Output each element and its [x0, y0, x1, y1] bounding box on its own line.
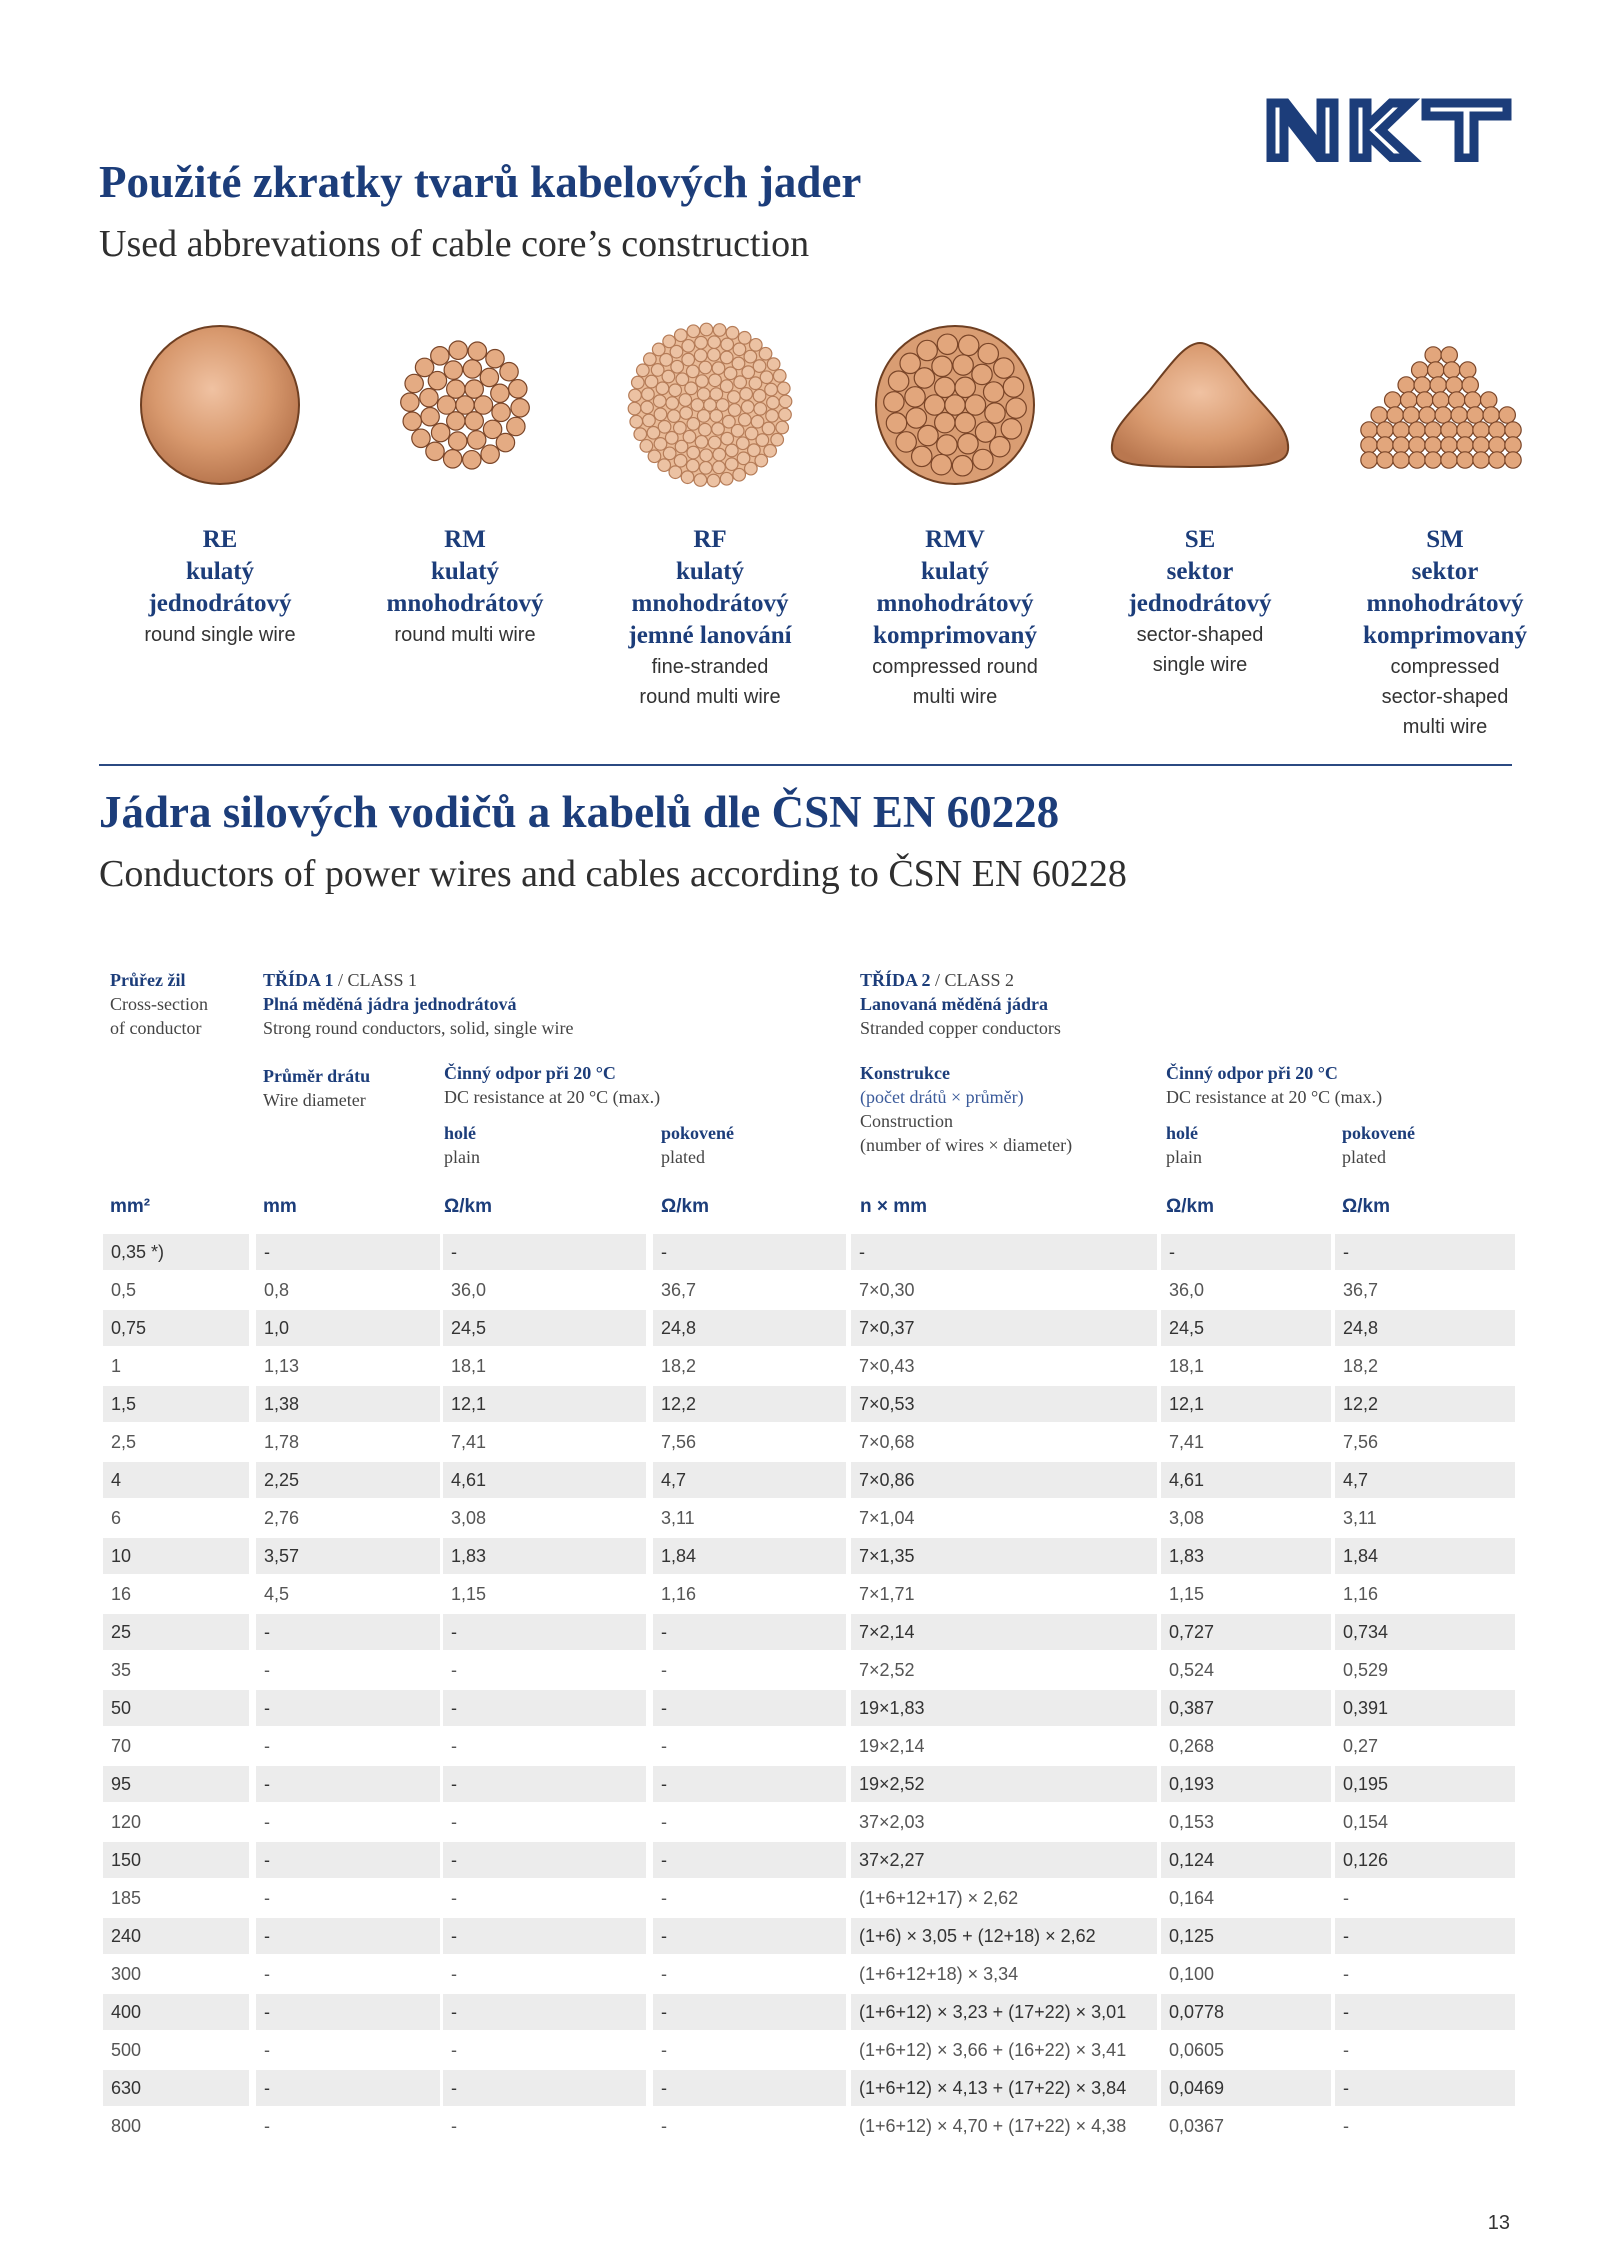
resistance-plain-c2-cell: 0,727	[1161, 1614, 1331, 1650]
resistance-plated-c1-cell: 4,7	[653, 1462, 846, 1498]
header-cz: Činný odpor při 20 °C	[1166, 1063, 1338, 1083]
construction-cell: 7×0,53	[851, 1386, 1157, 1422]
header-en: Construction	[860, 1111, 953, 1131]
resistance-plated-c2-cell: -	[1335, 1994, 1515, 2030]
header-class2	[860, 968, 1061, 1040]
core-code: SE	[1184, 526, 1216, 553]
resistance-plain-c2-cell: 24,5	[1161, 1310, 1331, 1346]
core-desc-en: compressed	[1390, 656, 1500, 678]
core-desc-en: round multi wire	[639, 686, 781, 708]
resistance-plated-c2-cell: 3,11	[1343, 1508, 1377, 1528]
resistance-plain-c1-cell: 4,61	[443, 1462, 646, 1498]
cross-section-cell: 0,75	[103, 1310, 249, 1346]
header-cz: Konstrukce	[860, 1063, 950, 1083]
construction-cell: 7×0,68	[859, 1432, 915, 1452]
resistance-plain-c1-cell: -	[443, 1234, 646, 1270]
wire-diameter-cell: -	[264, 1736, 270, 1756]
core-desc-en: sector-shaped	[1136, 624, 1264, 646]
core-desc-en: round multi wire	[394, 624, 536, 646]
wire-diameter-cell: -	[264, 2116, 270, 2136]
cross-section-cell: 16	[111, 1584, 132, 1604]
resistance-plated-c2-cell: 0,126	[1335, 1842, 1515, 1878]
construction-cell: -	[851, 1234, 1157, 1270]
wire-diameter-cell: -	[264, 1812, 270, 1832]
resistance-plated-c1-cell: -	[661, 2040, 667, 2060]
construction-cell: 7×0,30	[859, 1280, 915, 1300]
sector-solid-conductor-icon	[1105, 335, 1295, 475]
resistance-plated-c2-cell: 0,154	[1343, 1812, 1389, 1832]
header-en-sub: (number of wires × diameter)	[860, 1135, 1073, 1155]
header-en: plated	[661, 1147, 705, 1167]
wire-diameter-cell: 1,0	[256, 1310, 440, 1346]
resistance-plain-c2-cell: 0,387	[1161, 1690, 1331, 1726]
section-title-en: Used abbrevations of cable core’s construction	[99, 223, 810, 265]
resistance-plated-c2-cell: -	[1335, 1918, 1515, 1954]
resistance-plated-c1-cell: -	[661, 2116, 667, 2136]
class2-subtitle: Stranded copper conductors	[860, 1018, 1061, 1038]
core-types	[90, 320, 1530, 740]
header-resistance-class2	[1166, 1061, 1382, 1109]
construction-cell: 37×2,03	[859, 1812, 925, 1832]
resistance-plain-c2-cell: 0,0605	[1169, 2040, 1225, 2060]
resistance-plain-c2-cell: 7,41	[1169, 1432, 1205, 1452]
core-wire-cz: mnohodrátový	[1366, 590, 1524, 617]
unit-mm2: mm²	[110, 1196, 151, 1217]
construction-cell: 7×0,43	[859, 1356, 915, 1376]
table-row	[103, 1766, 1513, 1804]
table-row	[103, 2108, 1513, 2146]
construction-cell: 19×2,14	[859, 1736, 925, 1756]
resistance-plain-c1-cell: -	[443, 1994, 646, 2030]
resistance-plain-c2-cell: 4,61	[1161, 1462, 1331, 1498]
table-row	[103, 1272, 1513, 1310]
cross-section-cell: 400	[103, 1994, 249, 2030]
wire-diameter-cell: -	[256, 2070, 440, 2106]
class1-title: Plná měděná jádra jednodrátová	[263, 994, 517, 1014]
table-row	[103, 1652, 1513, 1690]
core-rf	[580, 320, 840, 712]
resistance-plated-c1-cell: -	[653, 1918, 846, 1954]
wire-diameter-cell: 1,13	[264, 1356, 300, 1376]
resistance-plain-c1-cell: -	[443, 1766, 646, 1802]
resistance-plated-c2-cell: 0,734	[1335, 1614, 1515, 1650]
resistance-plain-c1-cell: 7,41	[451, 1432, 487, 1452]
construction-cell: (1+6+12) × 3,66 + (16+22) × 3,41	[859, 2040, 1127, 2060]
resistance-plain-c2-cell: 18,1	[1169, 1356, 1205, 1376]
wire-diameter-cell: -	[264, 2040, 270, 2060]
unit-ohm-km: Ω/km	[444, 1196, 492, 1217]
core-shape-cz: kulatý	[430, 558, 500, 585]
resistance-plain-c2-cell: 0,164	[1169, 1888, 1215, 1908]
table-row	[103, 1956, 1513, 1994]
core-shape-cz: kulatý	[185, 558, 255, 585]
resistance-plated-c1-cell: -	[653, 2070, 846, 2106]
section2-title-en: Conductors of power wires and cables according to ČSN EN 60228	[99, 853, 1127, 895]
fine-stranded-conductor-icon	[625, 320, 795, 490]
construction-cell: (1+6+12) × 4,70 + (17+22) × 4,38	[859, 2116, 1127, 2136]
table-row	[103, 1310, 1513, 1348]
page-number: 13	[1487, 2212, 1510, 2234]
unit-construction: n × mm	[860, 1196, 928, 1217]
resistance-plain-c1-cell: -	[451, 2116, 457, 2136]
resistance-plated-c2-cell: -	[1343, 2116, 1349, 2136]
wire-diameter-cell: -	[256, 1690, 440, 1726]
table-row	[103, 1918, 1513, 1956]
resistance-plain-c1-cell: 1,83	[443, 1538, 646, 1574]
cross-section-cell: 70	[111, 1736, 132, 1756]
table-row	[103, 2032, 1513, 2070]
resistance-plain-c2-cell: 0,125	[1161, 1918, 1331, 1954]
resistance-plain-c1-cell: -	[451, 1660, 457, 1680]
wire-diameter-cell: 4,5	[264, 1584, 290, 1604]
resistance-plain-c1-cell: -	[443, 2070, 646, 2106]
resistance-plated-c1-cell: 24,8	[653, 1310, 846, 1346]
header-cross-section	[110, 968, 208, 1040]
resistance-plain-c1-cell: 3,08	[451, 1508, 487, 1528]
wire-diameter-cell: -	[256, 1234, 440, 1270]
table-row	[103, 1234, 1513, 1272]
core-compression-cz: komprimovaný	[1363, 622, 1527, 649]
wire-diameter-cell: -	[264, 1964, 270, 1984]
header-class1	[263, 968, 573, 1040]
header-cz: Průměr drátu	[263, 1066, 371, 1086]
construction-cell: 7×2,52	[859, 1660, 915, 1680]
core-re	[90, 320, 350, 650]
table-row	[103, 1842, 1513, 1880]
core-code: SM	[1426, 526, 1464, 553]
core-wire-cz: mnohodrátový	[386, 590, 544, 617]
header-en: DC resistance at 20 °C (max.)	[444, 1087, 661, 1107]
core-shape-cz: sektor	[1411, 558, 1479, 585]
header-en: DC resistance at 20 °C (max.)	[1166, 1087, 1383, 1107]
cross-section-cell: 6	[111, 1508, 122, 1528]
wire-diameter-cell: 1,78	[264, 1432, 300, 1452]
construction-cell: (1+6+12) × 4,13 + (17+22) × 3,84	[851, 2070, 1157, 2106]
class1-label: TŘÍDA 1	[263, 970, 334, 990]
header-cz: pokovené	[661, 1123, 735, 1143]
table-row	[103, 1348, 1513, 1386]
cross-section-cell: 800	[111, 2116, 142, 2136]
table-row	[103, 1500, 1513, 1538]
class2-label: TŘÍDA 2	[860, 970, 931, 990]
resistance-plated-c1-cell: -	[661, 1660, 667, 1680]
core-code: RE	[202, 526, 238, 553]
wire-diameter-cell: 0,8	[264, 1280, 290, 1300]
construction-cell: (1+6+12+17) × 2,62	[859, 1888, 1019, 1908]
header-en: plated	[1342, 1147, 1386, 1167]
cross-section-cell: 2,5	[111, 1432, 137, 1452]
header-en: Wire diameter	[263, 1090, 366, 1110]
resistance-plated-c2-cell: 12,2	[1335, 1386, 1515, 1422]
resistance-plain-c2-cell: 0,0778	[1161, 1994, 1331, 2030]
resistance-plated-c2-cell: 0,27	[1343, 1736, 1379, 1756]
construction-cell: (1+6+12+18) × 3,34	[859, 1964, 1019, 1984]
compressed-round-conductor-icon	[873, 323, 1037, 487]
resistance-plain-c1-cell: -	[451, 1888, 457, 1908]
core-desc-en: round single wire	[144, 624, 296, 646]
cross-section-cell: 500	[111, 2040, 142, 2060]
header-cz: holé	[1166, 1123, 1199, 1143]
resistance-plated-c2-cell: 18,2	[1343, 1356, 1379, 1376]
class1-label-en: / CLASS 1	[333, 970, 418, 990]
core-rmv	[825, 320, 1085, 712]
resistance-plain-c1-cell: 12,1	[443, 1386, 646, 1422]
resistance-plated-c2-cell: -	[1343, 2040, 1349, 2060]
wire-diameter-cell: -	[256, 1614, 440, 1650]
resistance-plain-c1-cell: 24,5	[443, 1310, 646, 1346]
core-code: RMV	[925, 526, 985, 553]
resistance-plated-c1-cell: -	[661, 1888, 667, 1908]
cross-section-cell: 150	[103, 1842, 249, 1878]
resistance-plain-c2-cell: 3,08	[1169, 1508, 1205, 1528]
table-row	[103, 1614, 1513, 1652]
resistance-plated-c2-cell: 0,195	[1335, 1766, 1515, 1802]
resistance-plated-c2-cell: 0,391	[1335, 1690, 1515, 1726]
conductor-table-body	[103, 1234, 1513, 2146]
wire-diameter-cell: 3,57	[256, 1538, 440, 1574]
cross-section-cell: 120	[111, 1812, 142, 1832]
cross-section-cell: 4	[103, 1462, 249, 1498]
header-wire-diameter	[263, 1064, 370, 1112]
wire-diameter-cell: -	[256, 1842, 440, 1878]
resistance-plated-c2-cell: -	[1335, 2070, 1515, 2106]
wire-diameter-cell: -	[264, 1660, 270, 1680]
resistance-plain-c2-cell: 1,15	[1169, 1584, 1205, 1604]
resistance-plated-c1-cell: -	[661, 1812, 667, 1832]
construction-cell: 7×1,04	[859, 1508, 915, 1528]
construction-cell: 7×0,86	[851, 1462, 1157, 1498]
table-row	[103, 1880, 1513, 1918]
resistance-plated-c1-cell: -	[653, 1614, 846, 1650]
core-shape-cz: kulatý	[675, 558, 745, 585]
header-cz: Činný odpor při 20 °C	[444, 1063, 616, 1083]
resistance-plated-c1-cell: -	[653, 1766, 846, 1802]
core-shape-cz: kulatý	[920, 558, 990, 585]
cross-section-cell: 1	[111, 1356, 122, 1376]
resistance-plated-c1-cell: 1,84	[653, 1538, 846, 1574]
core-code: RF	[693, 526, 727, 553]
cross-section-cell: 300	[111, 1964, 142, 1984]
wire-diameter-cell: -	[256, 1918, 440, 1954]
cross-section-cell: 0,5	[111, 1280, 137, 1300]
header-en: plain	[444, 1147, 480, 1167]
resistance-plated-c1-cell: 18,2	[661, 1356, 697, 1376]
header-plated-class1	[661, 1121, 734, 1169]
core-desc-en: multi wire	[912, 686, 998, 708]
core-rm	[335, 320, 595, 650]
table-row	[103, 1728, 1513, 1766]
cross-section-cell: 630	[103, 2070, 249, 2106]
resistance-plain-c1-cell: -	[443, 1690, 646, 1726]
resistance-plain-c1-cell: 36,0	[451, 1280, 487, 1300]
resistance-plated-c2-cell: 7,56	[1343, 1432, 1379, 1452]
resistance-plain-c2-cell: 0,124	[1161, 1842, 1331, 1878]
table-row	[103, 1994, 1513, 2032]
resistance-plated-c2-cell: 24,8	[1335, 1310, 1515, 1346]
resistance-plated-c2-cell: 1,84	[1335, 1538, 1515, 1574]
core-sm	[1315, 320, 1575, 742]
wire-diameter-cell: 2,25	[256, 1462, 440, 1498]
resistance-plain-c2-cell: 36,0	[1169, 1280, 1205, 1300]
cross-section-cell: 1,5	[103, 1386, 249, 1422]
core-compression-cz: komprimovaný	[873, 622, 1037, 649]
resistance-plated-c2-cell: 1,16	[1343, 1584, 1379, 1604]
header-cz-sub: (počet drátů × průměr)	[860, 1087, 1024, 1107]
class2-label-en: / CLASS 2	[930, 970, 1015, 990]
core-se	[1070, 320, 1330, 680]
table-row	[103, 1424, 1513, 1462]
core-shape-cz: sektor	[1166, 558, 1234, 585]
construction-cell: 7×1,71	[859, 1584, 915, 1604]
header-plain-class2	[1166, 1121, 1202, 1169]
core-desc-en: compressed round	[872, 656, 1038, 678]
construction-cell: 7×1,35	[851, 1538, 1157, 1574]
unit-ohm-km: Ω/km	[1166, 1196, 1214, 1217]
resistance-plain-c2-cell: 0,524	[1169, 1660, 1215, 1680]
resistance-plain-c1-cell: -	[451, 1964, 457, 1984]
cross-section-cell: 25	[103, 1614, 249, 1650]
cross-section-cell: 240	[103, 1918, 249, 1954]
wire-diameter-cell: 1,38	[256, 1386, 440, 1422]
header-plain-class1	[444, 1121, 480, 1169]
table-row	[103, 1386, 1513, 1424]
wire-diameter-cell: -	[264, 1888, 270, 1908]
table-row	[103, 1690, 1513, 1728]
resistance-plain-c2-cell: 12,1	[1161, 1386, 1331, 1422]
resistance-plated-c2-cell: -	[1335, 1234, 1515, 1270]
resistance-plated-c1-cell: -	[661, 1736, 667, 1756]
table-row	[103, 1576, 1513, 1614]
header-en: plain	[1166, 1147, 1202, 1167]
core-desc-en: sector-shaped	[1381, 686, 1509, 708]
construction-cell: 19×2,52	[851, 1766, 1157, 1802]
resistance-plain-c1-cell: -	[443, 1842, 646, 1878]
resistance-plain-c2-cell: 0,0367	[1169, 2116, 1225, 2136]
resistance-plain-c2-cell: 0,100	[1169, 1964, 1215, 1984]
cross-section-cell: 10	[103, 1538, 249, 1574]
table-row	[103, 1538, 1513, 1576]
resistance-plated-c2-cell: 0,529	[1343, 1660, 1389, 1680]
resistance-plain-c2-cell: 1,83	[1161, 1538, 1331, 1574]
unit-mm: mm	[263, 1196, 297, 1217]
cross-section-cell: 35	[111, 1660, 132, 1680]
resistance-plain-c1-cell: 18,1	[451, 1356, 487, 1376]
resistance-plain-c1-cell: -	[443, 1614, 646, 1650]
sector-stranded-conductor-icon	[1350, 335, 1540, 475]
header-en: Cross-section	[110, 994, 208, 1014]
header-plated-class2	[1342, 1121, 1415, 1169]
resistance-plain-c1-cell: -	[443, 1918, 646, 1954]
resistance-plain-c2-cell: 0,193	[1161, 1766, 1331, 1802]
construction-cell: (1+6) × 3,05 + (12+18) × 2,62	[851, 1918, 1157, 1954]
table-row	[103, 1462, 1513, 1500]
construction-cell: (1+6+12) × 3,23 + (17+22) × 3,01	[851, 1994, 1157, 2030]
resistance-plain-c2-cell: 0,153	[1169, 1812, 1215, 1832]
resistance-plain-c2-cell: 0,0469	[1161, 2070, 1331, 2106]
construction-cell: 19×1,83	[851, 1690, 1157, 1726]
resistance-plated-c2-cell: 4,7	[1335, 1462, 1515, 1498]
section-title-cz: Použité zkratky tvarů kabelových jader	[99, 157, 862, 207]
wire-diameter-cell: -	[256, 1994, 440, 2030]
cross-section-cell: 50	[103, 1690, 249, 1726]
round-solid-conductor-icon	[138, 323, 302, 487]
resistance-plated-c1-cell: -	[653, 1842, 846, 1878]
unit-ohm-km: Ω/km	[661, 1196, 709, 1217]
resistance-plated-c1-cell: -	[653, 1994, 846, 2030]
wire-diameter-cell: -	[256, 1766, 440, 1802]
header-cz: pokovené	[1342, 1123, 1416, 1143]
resistance-plated-c1-cell: 7,56	[661, 1432, 697, 1452]
table-row	[103, 1804, 1513, 1842]
core-wire-cz: jednodrátový	[1128, 590, 1272, 617]
header-cz: Průřez žil	[110, 970, 186, 990]
header-cz: holé	[444, 1123, 477, 1143]
cross-section-cell: 0,35 *)	[103, 1234, 249, 1270]
cross-section-cell: 185	[111, 1888, 142, 1908]
unit-ohm-km: Ω/km	[1342, 1196, 1390, 1217]
resistance-plain-c2-cell: -	[1161, 1234, 1331, 1270]
section-divider	[99, 764, 1512, 766]
construction-cell: 37×2,27	[851, 1842, 1157, 1878]
resistance-plain-c2-cell: 0,268	[1169, 1736, 1215, 1756]
resistance-plain-c1-cell: 1,15	[451, 1584, 487, 1604]
header-construction	[860, 1061, 1072, 1157]
core-stranding-cz: jemné lanování	[628, 622, 792, 649]
core-wire-cz: mnohodrátový	[876, 590, 1034, 617]
core-code: RM	[444, 526, 486, 553]
cross-section-cell: 95	[103, 1766, 249, 1802]
header-en: of conductor	[110, 1018, 202, 1038]
resistance-plated-c1-cell: 36,7	[661, 1280, 697, 1300]
resistance-plated-c1-cell: 12,2	[653, 1386, 846, 1422]
class1-subtitle: Strong round conductors, solid, single wire	[263, 1018, 574, 1038]
resistance-plated-c1-cell: -	[653, 1690, 846, 1726]
core-desc-en: fine-stranded	[651, 656, 769, 678]
core-wire-cz: mnohodrátový	[631, 590, 789, 617]
construction-cell: 7×2,14	[851, 1614, 1157, 1650]
resistance-plain-c1-cell: -	[451, 2040, 457, 2060]
core-desc-en: single wire	[1152, 654, 1248, 676]
core-wire-cz: jednodrátový	[148, 590, 292, 617]
core-desc-en: multi wire	[1402, 716, 1488, 738]
resistance-plated-c1-cell: 1,16	[661, 1584, 697, 1604]
wire-diameter-cell: 2,76	[264, 1508, 300, 1528]
header-resistance-class1	[444, 1061, 660, 1109]
section2-title-cz: Jádra silových vodičů a kabelů dle ČSN EN 60228	[99, 787, 1060, 837]
nkt-logo	[1266, 98, 1512, 162]
resistance-plated-c1-cell: 3,11	[661, 1508, 695, 1528]
resistance-plated-c2-cell: -	[1343, 1964, 1349, 1984]
construction-cell: 7×0,37	[851, 1310, 1157, 1346]
resistance-plated-c2-cell: -	[1343, 1888, 1349, 1908]
table-row	[103, 2070, 1513, 2108]
resistance-plain-c1-cell: -	[451, 1736, 457, 1756]
resistance-plated-c1-cell: -	[661, 1964, 667, 1984]
resistance-plain-c1-cell: -	[451, 1812, 457, 1832]
round-stranded-conductor-icon	[395, 335, 535, 475]
resistance-plated-c2-cell: 36,7	[1343, 1280, 1379, 1300]
resistance-plated-c1-cell: -	[653, 1234, 846, 1270]
class2-title: Lanovaná měděná jádra	[860, 994, 1049, 1014]
